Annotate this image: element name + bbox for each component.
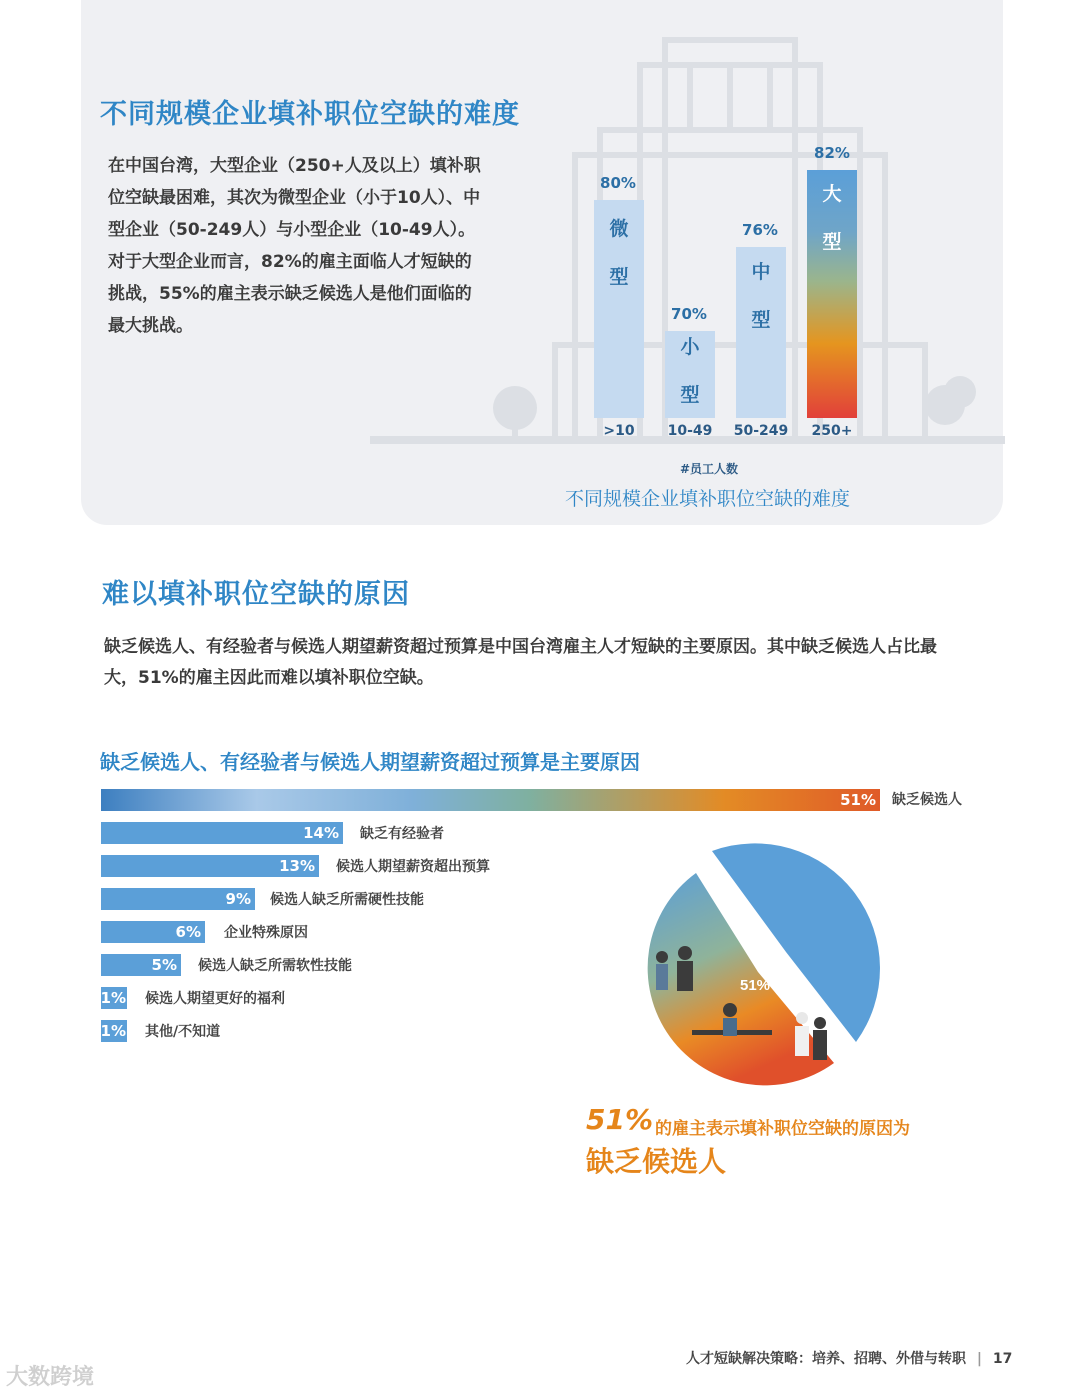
hbar-category: 候选人缺乏所需硬性技能: [270, 892, 424, 908]
footer-text: 人才短缺解决策略：培养、招聘、外借与转职: [686, 1351, 966, 1367]
bar-value-label: 70%: [671, 305, 707, 323]
hbar-4: [101, 921, 205, 943]
hbar-1: [101, 822, 343, 844]
hbar-0: [101, 789, 880, 811]
callout-percent: 51%: [586, 1103, 654, 1136]
section1-title: 不同规模企业填补职位空缺的难度: [100, 99, 520, 130]
pie-label: 51%: [740, 977, 771, 994]
reasons-pie-chart: [630, 830, 920, 1100]
hbar-value: 5%: [151, 956, 177, 974]
hbar-value: 9%: [225, 890, 251, 908]
x-tick: 10-49: [667, 423, 713, 439]
hbar-6: [101, 987, 127, 1009]
hbar-value: 6%: [175, 923, 201, 941]
bar-label-small: 小 型: [680, 336, 700, 406]
hbar-category: 候选人缺乏所需软性技能: [198, 958, 352, 974]
footer-divider: |: [976, 1351, 982, 1367]
hbar-5: [101, 954, 181, 976]
hbar-category: 其他/不知道: [145, 1024, 221, 1040]
x-tick: 50-249: [733, 423, 789, 439]
hbar-value: 14%: [303, 824, 339, 842]
page-number: 17: [992, 1351, 1013, 1367]
section2-paragraph: 缺乏候选人、有经验者与候选人期望薪资超过预算是中国台湾雇主人才短缺的主要原因。其中缺乏候选人占比最大，51%的雇主因此而难以填补职位空缺。: [104, 637, 937, 688]
watermark: 大数跨境: [6, 1365, 95, 1390]
hbar-2: [101, 855, 319, 877]
hbar-category: 缺乏候选人: [892, 792, 962, 808]
bar-value-label: 80%: [600, 174, 636, 192]
hbar-3: [101, 888, 255, 910]
bar-label-medium: 中 型: [751, 261, 771, 331]
x-axis-label: #员工人数: [680, 462, 739, 476]
chart-caption: 不同规模企业填补职位空缺的难度: [565, 488, 851, 510]
hbar-category: 候选人期望薪资超出预算: [336, 859, 490, 875]
x-tick: >10: [603, 423, 635, 439]
bar-value-label: 82%: [814, 144, 850, 162]
section1-paragraph: 在中国台湾，大型企业（250+人及以上）填补职位空缺最困难，其次为微型企业（小于10人）、中型企业（50-249人）与小型企业（10-49人）。对于大型企业而言，82%的雇主面临人才短缺的挑战，55%的雇主表示缺乏候选人是他们面临的最大挑战。: [108, 156, 481, 336]
bar-value-label: 76%: [742, 221, 778, 239]
hbar-value: 1%: [100, 1022, 126, 1040]
hbar-category: 企业特殊原因: [224, 925, 308, 941]
bar-label-micro: 微 型: [609, 218, 629, 288]
hbar-category: 缺乏有经验者: [360, 826, 444, 842]
hbar-value: 13%: [279, 857, 315, 875]
x-tick: 250+: [811, 423, 853, 439]
hbar-category: 候选人期望更好的福利: [145, 991, 285, 1007]
reasons-chart-title: 缺乏候选人、有经验者与候选人期望薪资超过预算是主要原因: [100, 750, 640, 774]
hbar-value: 1%: [100, 989, 126, 1007]
callout-highlight: 缺乏候选人: [586, 1145, 727, 1178]
hbar-7: [101, 1020, 127, 1042]
section2-title: 难以填补职位空缺的原因: [102, 579, 410, 610]
footer: [686, 1348, 1012, 1368]
hbar-value: 51%: [840, 791, 876, 809]
bar-label-large: 大 型: [822, 183, 842, 253]
callout-text: 的雇主表示填补职位空缺的原因为: [655, 1119, 910, 1139]
